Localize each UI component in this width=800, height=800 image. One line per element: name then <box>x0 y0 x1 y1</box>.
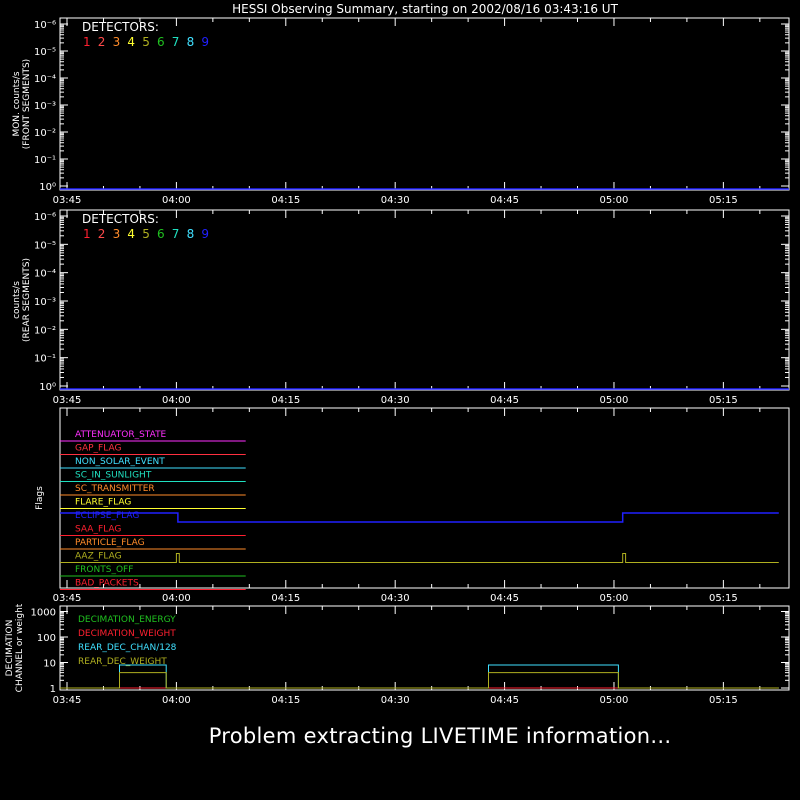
y-tick-label: 1 <box>49 684 56 695</box>
series-legend-entry: REAR_DEC_WEIGHT <box>78 657 167 667</box>
series-line <box>60 665 779 688</box>
y-tick-label: 10⁻¹ <box>33 155 56 166</box>
series-legend-entry: DECIMATION_WEIGHT <box>78 629 176 639</box>
y-tick-label: 10⁻⁶ <box>33 20 56 31</box>
legend-entry: 5 <box>142 227 150 241</box>
legend-title: DETECTORS: <box>82 212 159 226</box>
legend-entry: 5 <box>142 35 150 49</box>
legend-entry: 8 <box>186 227 195 241</box>
legend-entry: 6 <box>157 35 165 49</box>
x-tick-label: 04:45 <box>490 593 519 604</box>
y-axis-label: DECIMATION <box>5 619 15 677</box>
series-legend-entry: REAR_DEC_CHAN/128 <box>78 643 177 653</box>
chart-title: HESSI Observing Summary, starting on 2002/08/16 03:43:16 UT <box>232 2 618 16</box>
y-tick-label: 100 <box>36 633 56 644</box>
y-tick-label: 10⁰ <box>39 182 56 193</box>
flag-label: ATTENUATOR_STATE <box>75 430 167 440</box>
x-tick-label: 04:30 <box>380 695 410 706</box>
flag-label: AAZ_FLAG <box>75 551 122 562</box>
y-tick-label: 10⁻⁴ <box>33 74 56 85</box>
livetime-message: Problem extracting LIVETIME information... <box>208 724 672 748</box>
legend-entry: 4 <box>127 35 136 49</box>
x-tick-label: 05:15 <box>708 195 738 206</box>
flag-label: BAD_PACKETS <box>75 578 139 589</box>
x-tick-label: 04:00 <box>161 195 191 206</box>
flag-label: GAP_FLAG <box>75 443 122 454</box>
x-tick-label: 03:45 <box>52 695 82 706</box>
y-tick-label: 10⁻¹ <box>33 353 56 365</box>
y-tick-label: 10⁻² <box>33 128 56 139</box>
legend-entry: 9 <box>201 35 210 49</box>
y-tick-label: 10⁻² <box>33 325 56 337</box>
x-tick-label: 04:30 <box>380 395 410 406</box>
legend-entry: 2 <box>97 35 106 49</box>
x-tick-label: 04:15 <box>271 593 301 604</box>
flag-label: FRONTS_OFF <box>75 565 134 575</box>
flag-line <box>60 551 779 563</box>
x-tick-label: 05:00 <box>599 195 629 206</box>
plot-frame <box>60 18 789 190</box>
legend-entry: 1 <box>83 35 91 49</box>
legend-entry: 7 <box>171 227 180 241</box>
y-axis-label: MON. counts/s <box>12 71 22 137</box>
legend-entry: 8 <box>186 35 195 49</box>
legend-title: DETECTORS: <box>82 20 159 34</box>
legend-entry: 2 <box>97 227 106 241</box>
y-axis-label: (FRONT SEGMENTS) <box>22 58 32 150</box>
x-tick-label: 05:00 <box>599 593 629 604</box>
legend-entry: 9 <box>201 227 210 241</box>
y-tick-label: 10 <box>43 658 56 670</box>
x-tick-label: 03:45 <box>52 593 82 604</box>
x-tick-label: 05:15 <box>708 695 738 706</box>
x-tick-label: 04:15 <box>271 695 301 706</box>
y-tick-label: 10⁻⁴ <box>33 268 56 280</box>
y-tick-label: 10⁻⁵ <box>33 240 56 252</box>
flag-label: SC_IN_SUNLIGHT <box>75 470 152 481</box>
x-tick-label: 03:45 <box>52 395 82 406</box>
y-axis-label: Flags <box>35 486 45 510</box>
x-tick-label: 05:15 <box>708 395 738 406</box>
series-line <box>60 673 779 688</box>
x-tick-label: 04:15 <box>271 395 301 406</box>
y-axis-label: counts/s <box>12 281 22 319</box>
legend-entry: 7 <box>171 35 180 49</box>
x-tick-label: 04:30 <box>380 195 410 206</box>
x-tick-label: 04:30 <box>380 593 410 604</box>
y-tick-label: 10⁻³ <box>33 101 56 112</box>
legend-entry: 6 <box>157 227 165 241</box>
y-tick-label: 10⁻⁶ <box>33 212 56 223</box>
flag-label: SC_TRANSMITTER <box>75 484 155 494</box>
x-tick-label: 05:15 <box>708 593 738 604</box>
y-tick-label: 1000 <box>30 607 56 619</box>
flag-line <box>60 513 779 522</box>
y-axis-label: CHANNEL or weight <box>15 603 25 693</box>
x-tick-label: 03:45 <box>52 195 82 206</box>
y-tick-label: 10⁻⁵ <box>33 47 56 58</box>
x-tick-label: 04:00 <box>161 593 191 604</box>
x-tick-label: 05:00 <box>599 695 629 706</box>
x-tick-label: 04:45 <box>490 695 519 706</box>
y-tick-label: 10⁻³ <box>33 297 56 308</box>
y-axis-label: (REAR SEGMENTS) <box>22 257 32 343</box>
plot-frame <box>60 408 789 588</box>
legend-entry: 4 <box>127 227 136 241</box>
x-tick-label: 04:00 <box>161 695 191 706</box>
y-tick-label: 10⁰ <box>39 382 56 393</box>
legend-entry: 1 <box>83 227 91 241</box>
x-tick-label: 04:45 <box>490 395 519 406</box>
legend-entry: 3 <box>112 35 121 49</box>
x-tick-label: 04:45 <box>490 195 519 206</box>
flag-label: NON_SOLAR_EVENT <box>75 457 165 467</box>
x-tick-label: 04:00 <box>161 395 191 406</box>
flag-label: PARTICLE_FLAG <box>75 538 145 548</box>
x-tick-label: 04:15 <box>271 195 301 206</box>
flag-label: FLARE_FLAG <box>75 497 132 508</box>
plot-frame <box>60 210 789 390</box>
x-tick-label: 05:00 <box>599 395 629 406</box>
legend-entry: 3 <box>112 227 121 241</box>
series-legend-entry: DECIMATION_ENERGY <box>78 615 176 625</box>
flag-label: ECLIPSE_FLAG <box>75 511 140 521</box>
flag-label: SAA_FLAG <box>75 524 122 535</box>
